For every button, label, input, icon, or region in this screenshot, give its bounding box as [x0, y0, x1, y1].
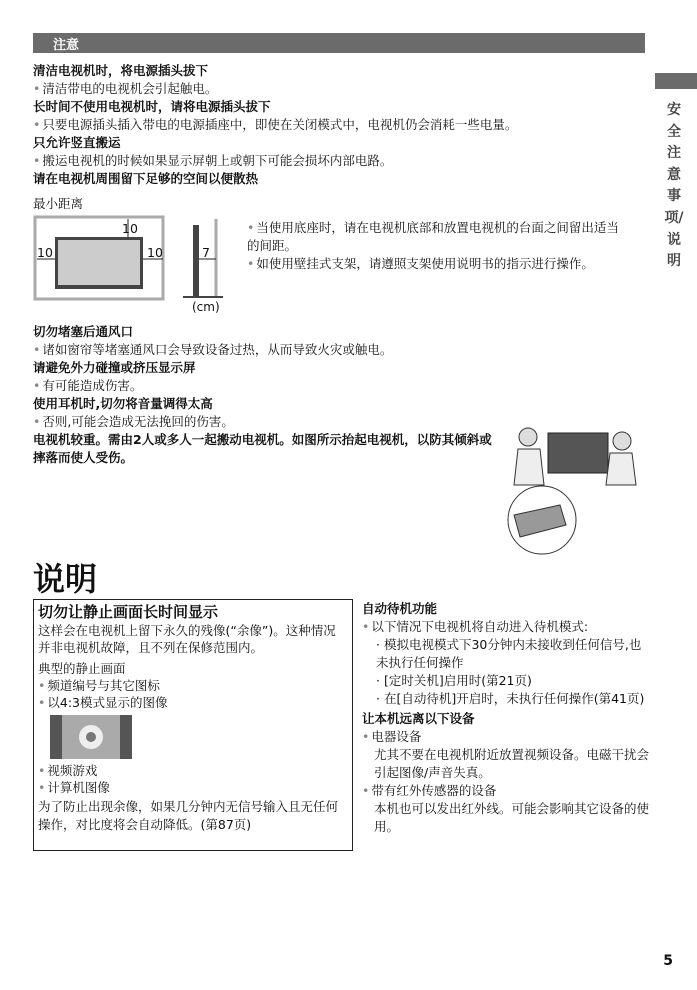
standby-item: · [定时关机]启用时(第21页)	[376, 673, 532, 688]
note: • 当使用底座时，请在电视机底部和放置电视机的台面之间留出适当的间距。	[247, 220, 619, 253]
dim-left: 10	[37, 245, 53, 260]
sample-still-image	[50, 715, 132, 759]
clearance-notes	[247, 219, 625, 273]
side-tab-label: 安全注意事项/说明	[664, 102, 684, 270]
item-body: • 有可能造成伤害。	[33, 378, 143, 393]
item-heading: 长时间不使用电视机时，请将电源插头拔下	[33, 99, 271, 114]
carry-warning: 电视机较重。需由2人或多人一起搬动电视机。如图所示抬起电视机，以防其倾斜或摔落而使人受伤。	[33, 432, 492, 465]
item-body: • 诸如窗帘等堵塞通风口会导致设备过热，从而导致火灾或触电。	[33, 342, 393, 357]
away-item-head: • 电器设备	[362, 729, 422, 744]
item-heading: 只允许竖直搬运	[33, 135, 121, 150]
item-body: • 否则,可能会造成无法挽回的伤害。	[33, 414, 234, 429]
away-title: 让本机远离以下设备	[362, 711, 475, 726]
standby-intro: • 以下情况下电视机将自动进入待机模式:	[362, 619, 589, 634]
item-heading: 请在电视机周围留下足够的空间以便散热	[33, 171, 259, 186]
caution-title: 注意	[53, 38, 80, 53]
item-heading: 切勿堵塞后通风口	[33, 324, 134, 339]
item-heading: 请避免外力碰撞或挤压显示屏	[33, 360, 196, 375]
dim-top: 10	[122, 221, 138, 236]
list-item: • 频道编号与其它图标	[38, 678, 160, 693]
box-intro: 这样会在电视机上留下永久的残像(“余像”)。这种情况并非电视机故障，且不列在保修范围内。	[38, 623, 336, 655]
typical-label: 典型的静止画面	[38, 661, 126, 676]
still-image-box	[33, 599, 353, 851]
section-title: 说明	[33, 560, 98, 598]
dim-right: 10	[147, 245, 163, 260]
dim-wall: 7	[202, 245, 210, 260]
item-body: • 只要电源插头插入带电的电源插座中，即使在关闭模式中，电视机仍会消耗一些电量。	[33, 117, 518, 132]
list-item: • 视频游戏	[38, 763, 98, 778]
item-body: • 搬运电视机的时候如果显示屏朝上或朝下可能会损坏内部电路。	[33, 153, 393, 168]
list-item: • 计算机图像	[38, 780, 110, 795]
caution-header-bar	[33, 33, 645, 53]
note: • 如使用壁挂式支架，请遵照支架使用说明书的指示进行操作。	[247, 256, 594, 271]
dim-unit: (cm)	[192, 300, 220, 314]
standby-item: · 在[自动待机]开启时，未执行任何操作(第41页)	[376, 691, 645, 706]
away-item-body: 本机也可以发出红外线。可能会影响其它设备的使用。	[374, 801, 650, 834]
list-item: • 以4:3模式显示的图像	[38, 695, 168, 710]
item-heading: 使用耳机时,切勿将音量调得太高	[33, 396, 213, 411]
away-item-body: 尤其不要在电视机附近放置视频设备。电磁干扰会引起图像/声音失真。	[374, 747, 650, 780]
page-number: 5	[663, 953, 673, 969]
box-title: 切勿让静止画面长时间显示	[38, 603, 219, 621]
item-heading: 清洁电视机时，将电源插头拔下	[33, 63, 209, 78]
min-distance-label: 最小距离	[33, 196, 84, 211]
carry-illustration	[500, 425, 645, 555]
side-tab-marker	[655, 73, 697, 89]
caution-items	[33, 62, 633, 188]
caution-items-2	[33, 323, 493, 467]
box-footer: 为了防止出现余像，如果几分钟内无信号输入且无任何操作，对比度将会自动降低。(第87页)	[38, 799, 339, 832]
standby-item: · 模拟电视模式下30分钟内未接收到任何信号,也未执行任何操作	[376, 637, 642, 670]
item-body: • 清洁带电的电视机会引起触电。	[33, 81, 218, 96]
away-item-head: • 带有红外传感器的设备	[362, 783, 497, 798]
right-column	[362, 600, 652, 836]
standby-title: 自动待机功能	[362, 601, 438, 616]
